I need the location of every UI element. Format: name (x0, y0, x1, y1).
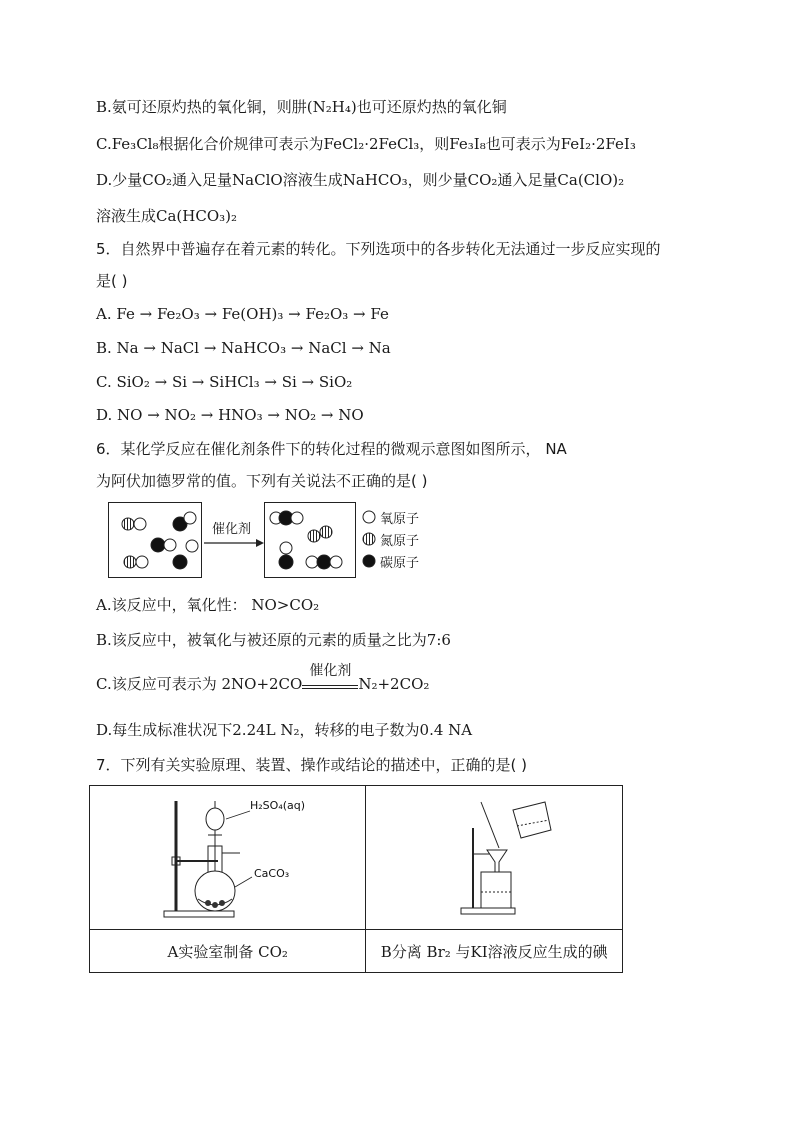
q7-stem: 7．下列有关实验原理、装置、操作或结论的描述中，正确的是( ) (96, 756, 528, 774)
q6-option-d: D.每生成标准状况下2.24L N₂，转移的电子数为0.4 NA (96, 721, 473, 739)
q6-option-c (96, 663, 430, 694)
nitrogen-atom-icon (362, 532, 376, 546)
filtration-apparatus (451, 794, 581, 924)
q7-table (89, 785, 623, 973)
oxygen-atom-icon (362, 510, 376, 524)
q5-stem-line2: 是( ) (96, 272, 128, 290)
legend-oxygen: 氧原子 (380, 511, 420, 527)
legend-nitrogen: 氮原子 (380, 533, 420, 549)
q5-stem-line1: 5．自然界中普遍存在着元素的转化。下列选项中的各步转化无法通过一步反应实现的 (96, 240, 661, 258)
reaction-diagram (100, 500, 425, 580)
q6-stem-line2: 为阿伏加德罗常的值。下列有关说法不正确的是( ) (96, 472, 428, 490)
product-box (264, 502, 358, 580)
legend-carbon: 碳原子 (380, 555, 420, 571)
q6-stem-line1: 6．某化学反应在催化剂条件下的转化过程的微观示意图如图所示， NA (96, 440, 567, 458)
apparatus-b-cell (366, 786, 623, 930)
carbon-atom-icon (362, 554, 376, 568)
acid-label: H₂SO₄(aq) (250, 799, 306, 812)
q6c-condition: 催化剂 (302, 679, 358, 689)
q4-option-b: B.氨可还原灼热的氧化铜，则肼(N₂H₄)也可还原灼热的氧化铜 (96, 98, 507, 116)
reaction-arrow (204, 537, 264, 549)
q5-option-a: A. Fe → Fe₂O₃ → Fe(OH)₃ → Fe₂O₃ → Fe (96, 305, 389, 323)
q4-option-d-line1: D.少量CO₂通入足量NaClO溶液生成NaHCO₃，则少量CO₂通入足量Ca(ClO)₂ (96, 171, 625, 189)
q5-option-d: D. NO → NO₂ → HNO₃ → NO₂ → NO (96, 406, 364, 424)
q6-option-b: B.该反应中，被氧化与被还原的元素的质量之比为7:6 (96, 631, 451, 649)
arrow-label: 催化剂 (212, 522, 252, 537)
q4-option-d-line2: 溶液生成Ca(HCO₃)₂ (96, 207, 238, 225)
q6c-rhs: N₂+2CO₂ (358, 675, 430, 693)
legend (362, 506, 419, 572)
q5-option-c: C. SiO₂ → Si → SiHCl₃ → Si → SiO₂ (96, 373, 353, 391)
caco3-label: CaCO₃ (254, 867, 290, 880)
caption-a: A实验室制备 CO₂ (90, 930, 366, 973)
q4-option-c: C.Fe₃Cl₈根据化合价规律可表示为FeCl₂·2FeCl₃，则Fe₃I₈也可表示为FeI₂·2FeI₃ (96, 135, 636, 153)
apparatus-a-cell (90, 786, 366, 930)
q6c-lhs: C.该反应可表示为 2NO+2CO (96, 675, 303, 693)
caption-b: B分离 Br₂ 与KI溶液反应生成的碘 (366, 930, 623, 973)
reactant-box (108, 502, 202, 580)
q6-option-a: A.该反应中，氧化性： NO>CO₂ (96, 596, 320, 614)
co2-generator-apparatus (160, 791, 360, 926)
q5-option-b: B. Na → NaCl → NaHCO₃ → NaCl → Na (96, 339, 391, 357)
